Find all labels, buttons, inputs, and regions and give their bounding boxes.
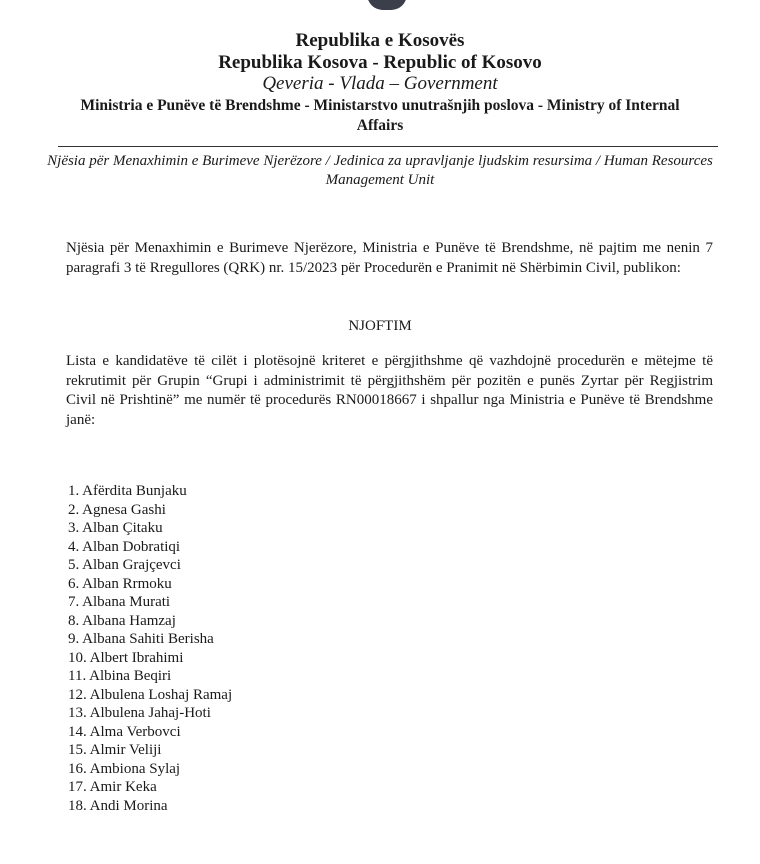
list-item: 10. Albert Ibrahimi [68, 649, 184, 666]
list-item: 9. Albana Sahiti Berisha [68, 631, 214, 647]
list-item: 15. Almir Veliji [68, 742, 162, 758]
header-republic-sr-en: Republika Kosova - Republic of Kosovo [218, 52, 542, 73]
notice-paragraph: Lista e kandidatëve të cilët i plotësojnë kriteret e përgjithshme që vazhdojnë procedurën e mëtejme të rekrutimit për Grupin “Grupi i administrimit të përgjithshëm për pozitën e punës Zyrtar për Regjistrim Civil në Prishtinë” me numër të procedurës RN00018667 i shpallur nga Ministria e Punëve të Brendshme janë: [66, 353, 713, 428]
coat-of-arms-emblem [367, 0, 407, 10]
list-item: 5. Alban Grajçevci [68, 557, 181, 573]
header-government: Qeveria - Vlada – Government [262, 73, 498, 94]
header-divider [58, 146, 718, 147]
list-item: 6. Alban Rrmoku [68, 575, 172, 592]
list-item: 17. Amir Keka [68, 779, 157, 795]
unit-name: Njësia për Menaxhimin e Burimeve Njerëzore / Jedinica za upravljanje ljudskim resursima / Human Resources Management Unit [47, 153, 713, 188]
list-item: 4. Alban Dobratiqi [68, 538, 181, 555]
list-item: 1. Afërdita Bunjaku [68, 483, 187, 499]
intro-paragraph: Njësia për Menaxhimin e Burimeve Njerëzore, Ministria e Punëve të Brendshme, në pajtim me nenin 7 paragrafi 3 të Rregullores (QRK) nr. 15/2023 për Procedurën e Pranimit në Shërbimin Civil, publikon: [66, 240, 713, 276]
list-item: 3. Alban Çitaku [68, 520, 163, 536]
notice-title: NJOFTIM [348, 318, 412, 334]
header-republic-sq: Republika e Kosovës [295, 30, 465, 51]
list-item: 7. Albana Murati [68, 594, 171, 610]
list-item: 11. Albina Beqiri [68, 668, 172, 684]
list-item: 8. Albana Hamzaj [68, 612, 176, 629]
list-item: 13. Albulena Jahaj-Hoti [68, 705, 211, 721]
list-item: 18. Andi Morina [68, 797, 168, 814]
list-item: 16. Ambiona Sylaj [68, 760, 181, 777]
header-ministry: Ministria e Punëve të Brendshme - Ministarstvo unutrašnjih poslova - Ministry of Internal Affairs [80, 97, 680, 134]
list-item: 14. Alma Verbovci [68, 723, 181, 740]
list-item: 2. Agnesa Gashi [68, 501, 166, 518]
list-item: 12. Albulena Loshaj Ramaj [68, 686, 233, 703]
candidate-list [68, 482, 232, 815]
